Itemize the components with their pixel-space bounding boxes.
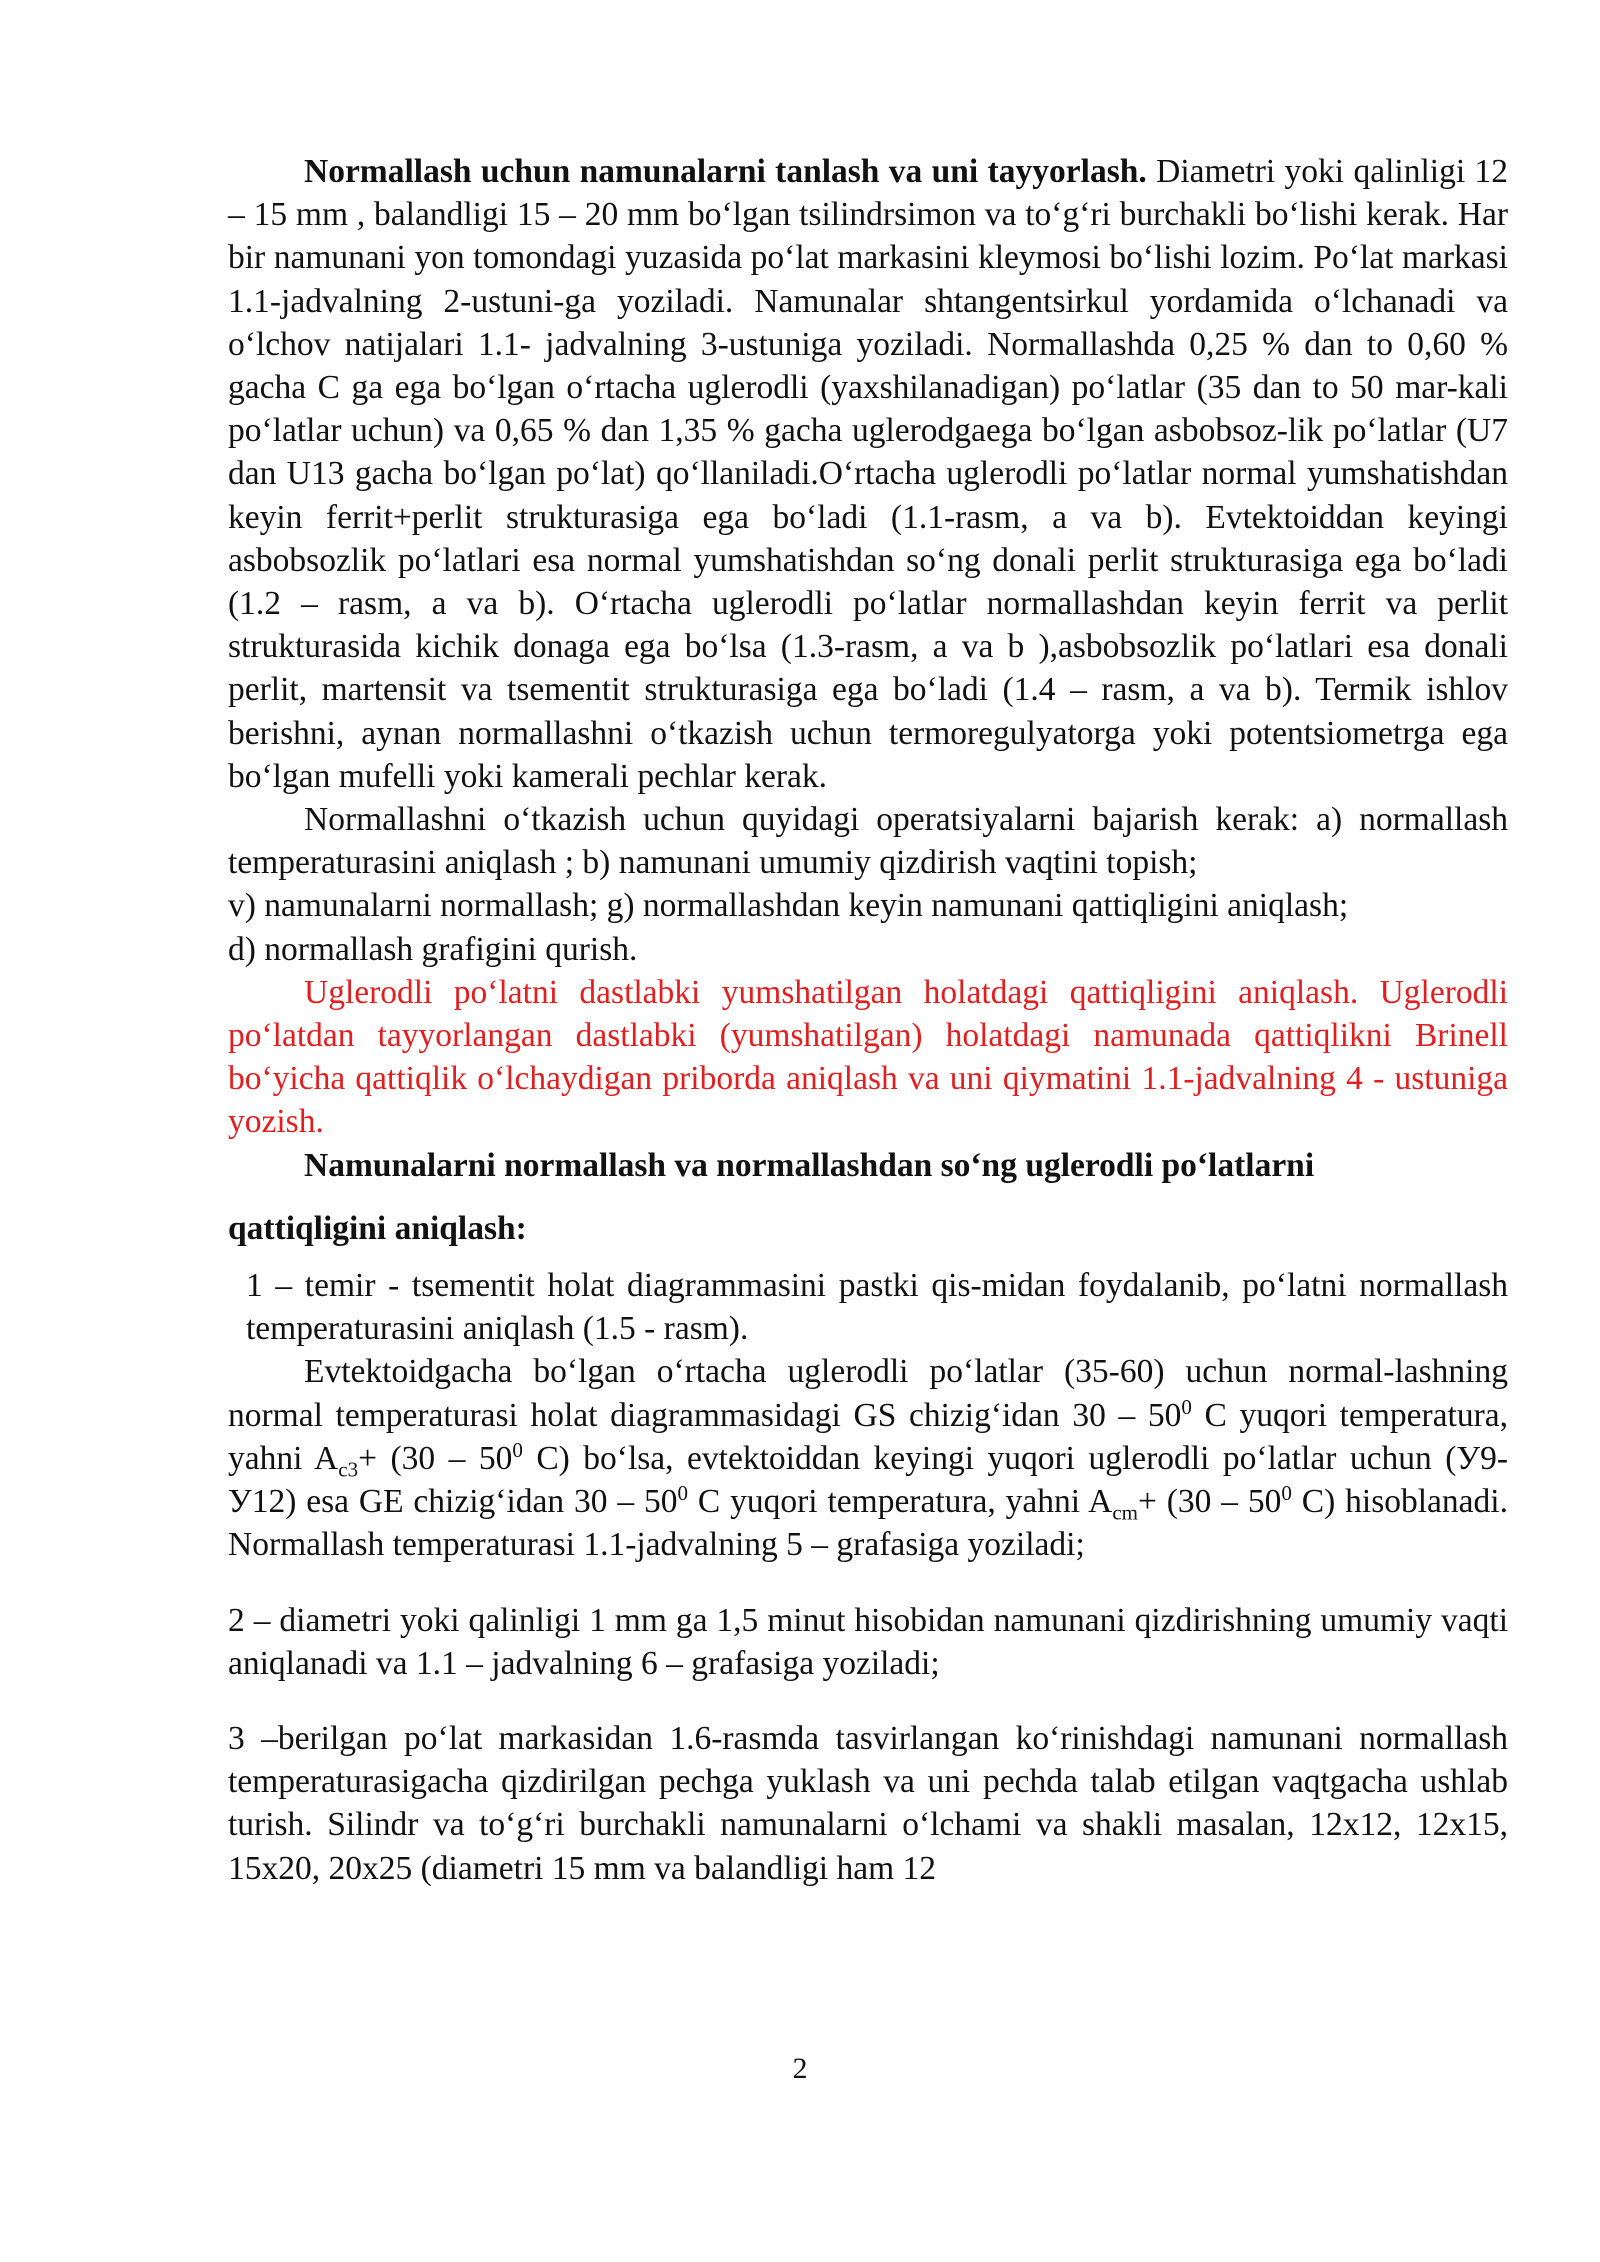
spacer xyxy=(228,1567,1508,1599)
list-item-3: 3 –berilgan po‘lat markasidan 1.6-rasmda tasvirlangan ko‘rinishdagi namunani normallash temperaturasigacha qizdirilgan pechga yuklash va uni pechda talab etilgan vaqtgacha ushlab turish. Silindr va to‘g‘ri burchakli namunalarni o‘lchami va shakli masalan, 12x12, 12x15, 15x20, 20x25 (diametri 15 mm va balandligi ham 12 xyxy=(228,1719,1508,1887)
operations-line-3: d) normallash grafigini qurish. xyxy=(228,930,638,968)
page-number: 2 xyxy=(792,2052,808,2085)
degree-superscript: 0 xyxy=(512,1437,523,1462)
temp-text-a: Evtektoidgacha bo‘lgan o‘rtacha uglerodli po‘latlar (35-60) uchun normal-lashning normal temperaturasi holat diagrammasidagi GS chizig‘idan 30 – 50 xyxy=(228,1353,1508,1434)
degree-superscript: 0 xyxy=(1281,1480,1292,1505)
temp-text-b: C yuqori temperatura, yahni A xyxy=(228,1396,1508,1477)
paragraph-normalizing-temperature xyxy=(228,1350,1508,1566)
paragraph-sample-selection xyxy=(228,150,1508,798)
paragraph-lead-title: Normallash uchun namunalarni tanlash va uni tayyorlash. xyxy=(304,153,1147,190)
list-item-2: 2 – diametri yoki qalinligi 1 mm ga 1,5 minut hisobidan namunani qizdirishning umumiy vaqti aniqlanadi va 1.1 – jadvalning 6 – grafasiga yoziladi; xyxy=(228,1601,1508,1682)
operations-line-1: Normallashni o‘tkazish uchun quyidagi operatsiyalarni bajarish kerak: a) normallash temperaturasini aniqlash ; b) namunani umumiy qizdirish vaqtini topish; xyxy=(228,801,1508,882)
operations-line-2: v) namunalarni normallash; g) normallashdan keyin namunani qattiqligini aniqlash; xyxy=(228,887,1349,925)
acm-subscript: cm xyxy=(1112,1500,1138,1525)
temp-text-e: C yuqori temperatura, yahni A xyxy=(688,1483,1113,1521)
temp-text-c: + (30 – 50 xyxy=(358,1439,513,1477)
ac3-subscript: c3 xyxy=(338,1457,359,1482)
section-heading-continuation: qattiqligini aniqlash: xyxy=(228,1209,527,1247)
degree-superscript: 0 xyxy=(677,1480,689,1505)
paragraph-operations xyxy=(228,798,1508,884)
temp-text-g: C) hisoblanadi. Normallash temperaturasi 1.1-jadvalning 5 – grafasiga yoziladi; xyxy=(228,1483,1508,1564)
paragraph-initial-hardness: Uglerodli po‘latni dastlabki yumshatilgan holatdagi qattiqligini aniqlash. Uglerodli po‘latdan tayyorlangan dastlabki (yumshatilgan) holatdagi namunada qattiqlikni Brinell bo‘yicha qattiqlik o‘lchaydigan priborda aniqlash va uni qiymatini 1.1-jadvalning 4 - ustuniga yozish. xyxy=(228,973,1508,1141)
temp-text-d: C) bo‘lsa, evtektoiddan keyingi yuqori uglerodli po‘latlar uchun (У9-У12) esa GE chizig‘idan 30 – 50 xyxy=(228,1439,1508,1521)
list-item-1: 1 – temir - tsementit holat diagrammasini pastki qis-midan foydalanib, po‘latni normallash temperaturasini aniqlash (1.5 - rasm). xyxy=(246,1267,1508,1348)
document-body xyxy=(228,150,1508,1890)
temp-text-f: + (30 – 50 xyxy=(1137,1483,1282,1521)
degree-superscript: 0 xyxy=(1181,1394,1192,1419)
paragraph-text: Diametri yoki qalinligi 12 – 15 mm , balandligi 15 – 20 mm bo‘lgan tsilindrsimon va to‘g‘ri burchakli bo‘lishi kerak. Har bir namunani yon tomondagi yuzasida po‘lat markasini kleymosi bo‘lishi lozim. Po‘lat markasi 1.1-jadvalning 2-ustuni-ga yoziladi. Namunalar shtangentsirkul yordamida o‘lchanadi va o‘lchov natijalari 1.1- jadvalning 3-ustuniga yoziladi. Normallashda 0,25 % dan to 0,60 % gacha C ga ega bo‘lgan o‘rtacha uglerodli (yaxshilanadigan) po‘latlar (35 dan to 50 mar-kali po‘latlar uchun) va 0,65 % dan 1,35 % gacha uglerodgaega bo‘lgan asbobsoz-lik po‘latlar (U7 dan U13 gacha bo‘lgan po‘lat) qo‘llaniladi.O‘rtacha uglerodli po‘latlar normal yumshatishdan keyin ferrit+perlit strukturasiga ega bo‘ladi (1.1-rasm, a va b). Evtektoiddan keyingi asbobsozlik po‘latlari esa normal yumshatishdan so‘ng donali perlit strukturasiga ega bo‘ladi (1.2 – rasm, a va b). O‘rtacha uglerodli po‘latlar normallashdan keyin ferrit va perlit strukturasida kichik donaga ega bo‘lsa (1.3-rasm, a va b ),asbobsozlik po‘latlari esa donali perlit, martensit va tsementit strukturasiga ega bo‘ladi (1.4 – rasm, a va b). Termik ishlov berishni, aynan normallashni o‘tkazish uchun termoregulyatorga yoki potentsiometrga ega bo‘lgan mufelli yoki kamerali pechlar kerak. xyxy=(228,153,1509,795)
section-heading: Namunalarni normallash va normallashdan so‘ng uglerodli po‘latlarni xyxy=(304,1146,1315,1184)
spacer xyxy=(228,1685,1508,1717)
